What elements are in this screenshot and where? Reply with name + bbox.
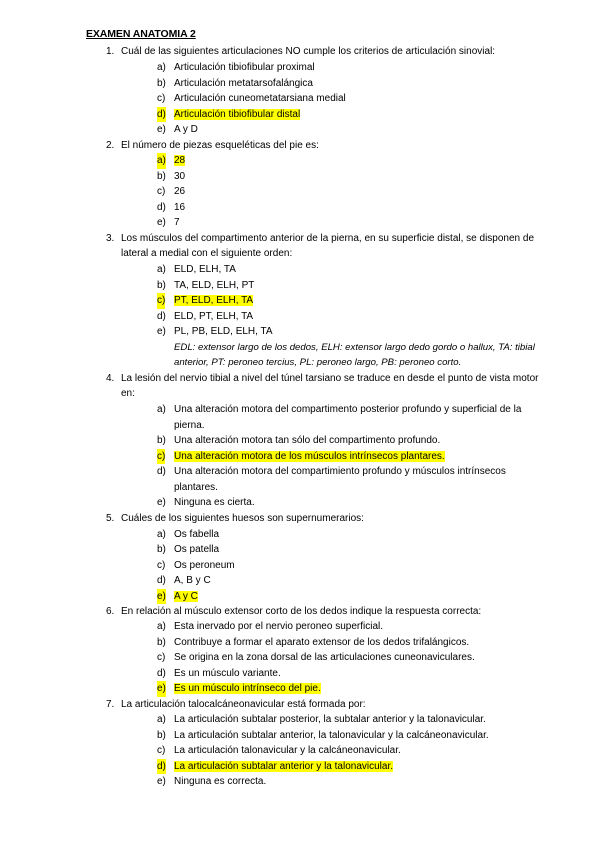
option-text-highlighted: 28 [174,155,186,166]
option-letter: c) [157,186,166,197]
option-text: 30 [174,170,186,182]
option-text: Ninguna es cierta. [174,497,255,508]
option-5e-correct [157,589,547,605]
option-text: Una alteración motora del compartimiento profundo y músculos intrínsecos plantares. [174,466,506,493]
option-2e [157,215,547,231]
option-letter: c) [157,293,165,309]
option-letter: a) [157,714,166,725]
option-text-highlighted: Articulación tibiofibular distal [174,108,301,120]
question-text: La lesión del nervio tibial a nivel del túnel tarsiano se traduce en desde el punto de vista motor en: [121,372,539,399]
option-text: La articulación talonavicular y la calcáneonavicular. [174,745,401,756]
abbreviation-note: EDL: extensor largo de los dedos, ELH: extensor largo dedo gordo o hallux, TA: tibial anterior, PT: peroneo tercius, PL: peroneo largo, PB: peroneo corto. [174,341,535,368]
option-letter: e) [157,124,166,135]
option-letter: a) [157,153,166,169]
option-text: Os fabella [174,528,220,540]
question-2 [106,138,546,154]
option-letter: c) [157,93,166,104]
option-3d [157,309,547,325]
option-7c [157,743,547,759]
option-4b [157,433,547,449]
option-text: La articulación subtalar anterior, la talonavicular y la calcáneonavicular. [174,729,489,741]
question-text: En relación al músculo extensor corto de los dedos indique la respuesta correcta: [121,605,482,617]
option-text: Esta inervado por el nervio peroneo superficial. [174,621,384,632]
option-letter: c) [157,449,165,465]
question-text: Cuáles de los siguientes huesos son supernumerarios: [121,513,364,524]
option-text: Articulación tibiofibular proximal [174,62,315,73]
option-text: 16 [174,201,186,213]
option-text: PL, PB, ELD, ELH, TA [174,326,273,337]
option-5b [157,542,547,558]
option-text: ELD, ELH, TA [174,264,236,275]
option-1e [157,122,547,138]
option-letter: b) [157,77,166,89]
question-number: 5. [106,513,115,524]
option-letter: b) [157,170,166,182]
option-letter: e) [157,217,166,228]
option-4e [157,495,547,511]
option-5a [157,527,547,543]
option-letter: c) [157,652,166,663]
question-text: El número de piezas esqueléticas del pie es: [121,139,319,151]
question-number: 1. [106,46,115,57]
option-3e [157,324,547,340]
option-3c-correct [157,293,547,309]
option-text: Articulación cuneometatarsiana medial [174,93,346,104]
option-3b [157,278,547,294]
option-letter: d) [157,759,166,775]
option-letter: d) [157,201,166,213]
option-1b [157,76,547,92]
option-1a [157,60,547,76]
option-7b [157,728,547,744]
option-letter: a) [157,404,166,415]
option-text-highlighted: Es un músculo intrínseco del pie. [174,683,321,694]
option-letter: d) [157,667,166,679]
option-7e [157,774,547,790]
option-text: La articulación subtalar posterior, la subtalar anterior y la talonavicular. [174,714,486,725]
question-7 [106,697,546,713]
option-letter: d) [157,310,166,322]
question-text: Los músculos del compartimento anterior de la pierna, en su superficie distal, se disponen de lateral a medial con el siguiente orden: [121,232,535,259]
option-5d [157,573,547,589]
question-3 [106,231,546,262]
option-text: Es un músculo variante. [174,667,281,679]
option-letter: e) [157,589,166,605]
option-letter: b) [157,729,166,741]
option-6a [157,619,547,635]
option-2d [157,200,547,216]
option-7d-correct [157,759,547,775]
option-text-highlighted: La articulación subtalar anterior y la talonavicular. [174,760,394,772]
option-text: Os patella [174,544,220,555]
option-text: A, B y C [174,575,211,586]
exam-title: EXAMEN ANATOMIA 2 [86,28,196,40]
option-4d [157,464,547,495]
option-2b [157,169,547,185]
option-letter: c) [157,559,166,571]
question-number: 7. [106,698,115,710]
option-text: Articulación metatarsofalángica [174,77,313,89]
option-4c-correct [157,449,547,465]
option-letter: b) [157,435,166,446]
option-letter: a) [157,621,166,632]
question-6 [106,604,546,620]
option-text-highlighted: PT, ELD, ELH, TA [174,295,254,306]
question-text: La articulación talocalcáneonavicular está formada por: [121,698,366,710]
question-text: Cuál de las siguientes articulaciones NO cumple los criterios de articulación sinovial: [121,46,496,57]
option-text: TA, ELD, ELH, PT [174,279,255,291]
question-number: 2. [106,139,115,151]
option-text: 26 [174,186,186,197]
option-6d [157,666,547,682]
option-7a [157,712,547,728]
option-letter: a) [157,62,166,73]
question-number: 3. [106,232,115,244]
option-text: Ninguna es correcta. [174,776,267,787]
option-letter: d) [157,575,166,586]
option-text: A y D [174,124,198,135]
question-number: 4. [106,372,115,384]
question-5 [106,511,546,527]
option-letter: c) [157,745,166,756]
option-text: ELD, PT, ELH, TA [174,310,254,322]
option-text: Se origina en la zona dorsal de las articulaciones cuneonaviculares. [174,652,475,663]
option-letter: e) [157,497,166,508]
option-2c [157,184,547,200]
option-letter: d) [157,466,166,477]
option-letter: e) [157,326,166,337]
option-text: Os peroneum [174,559,235,571]
option-1d-correct [157,107,547,123]
option-6e-correct [157,681,547,697]
option-3a [157,262,547,278]
option-text: Una alteración motora tan sólo del compartimento profundo. [174,435,441,446]
option-letter: b) [157,636,166,648]
option-text: Contribuye a formar el aparato extensor de los dedos trifalángicos. [174,636,470,648]
option-6b [157,635,547,651]
option-text: Una alteración motora del compartimento posterior profundo y superficial de la pierna. [174,404,522,431]
question-number: 6. [106,605,115,617]
option-text: 7 [174,217,180,228]
option-letter: a) [157,528,166,540]
option-text-highlighted: A y C [174,590,198,602]
option-2a-correct [157,153,547,169]
option-letter: e) [157,681,166,697]
option-letter: b) [157,279,166,291]
option-4a [157,402,547,433]
option-letter: a) [157,264,166,275]
question-4 [106,371,546,402]
option-letter: b) [157,544,166,555]
option-6c [157,650,547,666]
option-5c [157,558,547,574]
question-1 [106,44,546,60]
option-letter: e) [157,776,166,787]
option-1c [157,91,547,107]
option-letter: d) [157,107,166,123]
option-text-highlighted: Una alteración motora de los músculos intrínsecos plantares. [174,450,445,462]
